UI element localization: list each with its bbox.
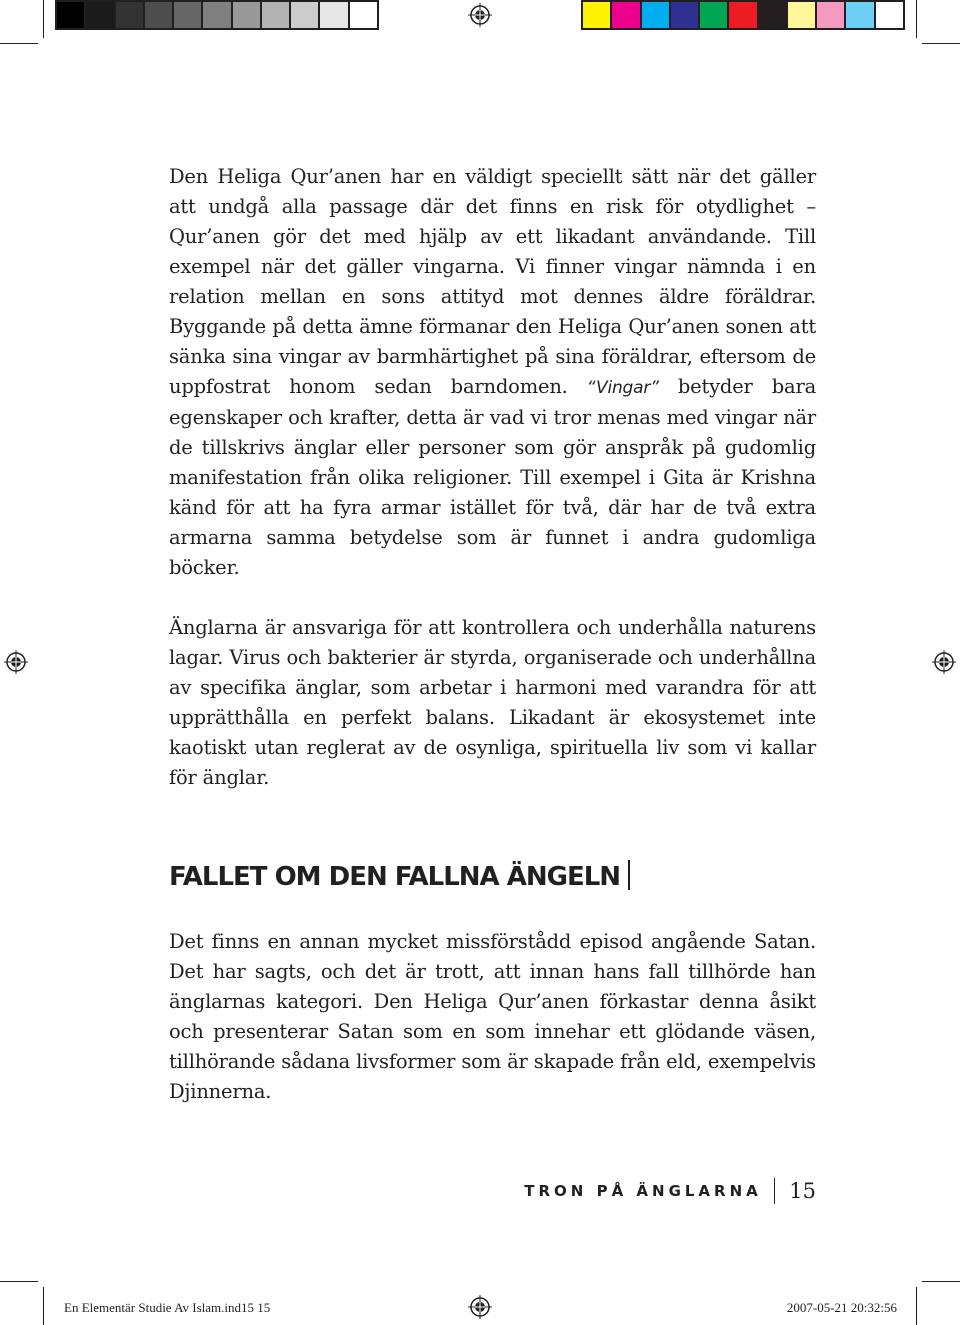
color-swatch: [203, 2, 232, 28]
footer-divider: [774, 1178, 776, 1204]
color-swatch: [846, 2, 875, 28]
color-swatch: [788, 2, 817, 28]
crop-mark-top-left-h: [0, 43, 38, 44]
color-swatch: [262, 2, 291, 28]
crop-mark-top-right-h: [922, 43, 960, 44]
crop-mark-bottom-right-v: [916, 1287, 917, 1325]
registration-mark-icon: [468, 3, 492, 27]
crop-mark-bottom-right-h: [922, 1281, 960, 1282]
page-number: 15: [789, 1179, 816, 1203]
color-swatch: [876, 2, 903, 28]
color-swatch: [759, 2, 788, 28]
color-swatch: [233, 2, 262, 28]
paragraph-angels-nature: Änglarna är ansvariga för att kontrollera och underhålla naturens lagar. Virus och bakterier är styrda, organiserade och underhållna av specifika änglar, som arbetar i harmoni med varandra för att upprätthålla en perfekt balans. Likadant är ekosystemet inte kaotiskt utan reglerat av de osynliga, spirituella liv som vi kallar för änglar.: [169, 616, 816, 789]
color-swatch: [642, 2, 671, 28]
slug-file-info: En Elementär Studie Av Islam.ind15 15: [64, 1300, 271, 1315]
color-swatch: [174, 2, 203, 28]
page-body: [169, 162, 816, 1107]
crop-mark-top-left-v: [43, 0, 44, 38]
registration-mark-icon: [468, 1295, 492, 1319]
color-swatch: [350, 2, 377, 28]
color-swatch: [116, 2, 145, 28]
color-swatch: [729, 2, 758, 28]
grayscale-color-bar: [55, 0, 379, 30]
color-swatch: [145, 2, 174, 28]
section-heading: [169, 857, 816, 897]
emphasized-term: “Vingar”: [586, 378, 659, 398]
paragraph-wings: [169, 162, 816, 583]
registration-mark-icon: [4, 650, 28, 674]
running-footer: [524, 1178, 816, 1204]
color-swatch: [612, 2, 641, 28]
slug-timestamp: 2007-05-21 20:32:56: [786, 1300, 897, 1315]
paragraph-satan: Det finns en annan mycket missförstådd episod angående Satan. Det har sagts, och det är trott, att innan hans fall tillhörde han änglarnas kategori. Den Heliga Qur’anen förkastar denna åsikt och presenterar Satan som en som innehar ett glödande väsen, tillhörande sådana livsformer som är skapade från eld, exempelvis Djinnerna.: [169, 930, 816, 1103]
color-swatch: [817, 2, 846, 28]
crop-mark-bottom-left-v: [43, 1287, 44, 1325]
paragraph-text: betyder bara egenskaper och krafter, detta är vad vi tror menas med vingar när de tillskrivs änglar eller personer som gör anspråk på gudomlig manifestation från olika religioner. Till exempel i Gita är Krishna känd för att ha fyra armar istället för två, där har de två extra armarna samma betydelse som är funnet i andra gudomliga böcker.: [169, 375, 817, 579]
process-color-bar: [581, 0, 905, 30]
color-swatch: [700, 2, 729, 28]
color-swatch: [291, 2, 320, 28]
paragraph-text: Den Heliga Qur’anen har en väldigt speciellt sätt när det gäller att undgå alla passage där det finns en risk för otydlighet – Qur’anen gör det med hjälp av ett likadant användande. Till exempel när det gäller vingarna. Vi finner vingar nämnda i en relation mellan en sons attityd mot dennes äldre föräldrar. Byggande på detta ämne förmanar den Heliga Qur’anen sonen att sänka sina vingar av barmhärtighet på sina föräldrar, eftersom de uppfostrat honom sedan barndomen.: [169, 165, 816, 398]
section-heading-text: FALLET OM DEN FALLNA ÄNGELN: [169, 862, 621, 892]
color-swatch: [57, 2, 86, 28]
running-section-title: TRON PÅ ÄNGLARNA: [524, 1182, 762, 1200]
crop-mark-top-right-v: [916, 0, 917, 38]
color-swatch: [671, 2, 700, 28]
color-swatch: [86, 2, 115, 28]
heading-divider: [628, 860, 630, 890]
crop-mark-bottom-left-h: [0, 1281, 38, 1282]
registration-mark-icon: [932, 650, 956, 674]
color-swatch: [583, 2, 612, 28]
color-swatch: [320, 2, 349, 28]
